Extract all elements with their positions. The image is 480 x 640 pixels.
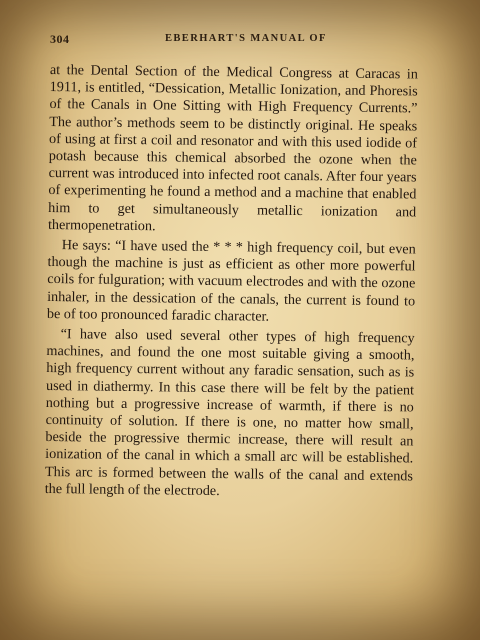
page-header (50, 32, 440, 52)
body-text (45, 62, 418, 503)
paragraph-quote-start: He says: “I have used the * * * high frequency coil, but even though the machine is just as efficient as other more powerful coils for fulguration; with vacuum electrodes and with the ozone inhaler, in the dessication of the canals, the current is found to be of too pronounced faradic character. (46, 237, 416, 325)
running-head: EBERHART'S MANUAL OF (165, 33, 327, 44)
page-number: 304 (50, 32, 70, 46)
paragraph-continuation: at the Dental Section of the Medical Congress at Caracas in 1911, is entitled, “Dessication, Metallic Ionization, and Phoresis of the Canals in One Sitting with High Frequency Currents.” The author’s methods seem to be distinctly original. He speaks of using at first a coil and resonator and with this used iodide of potash because this chemical absorbed the ozone when the current was introduced into infected root canals. After four years of experimenting he found a method and a machine that enabled him to get simultaneously metallic ionization and thermopenetration. (47, 62, 418, 235)
paragraph-quote-continued: “I have also used several other types of high frequency machines, and found the one most suitable giving a smooth, high frequency current without any faradic sensation, such as is used in diathermy. In this case there will be felt by the patient nothing but a progressive increase of warmth, if there is no continuity of solution. If there is one, no matter how small, beside the progressive thermic increase, there will result an ionization of the canal in which a small arc will be established. This arc is formed between the walls of the canal and extends the full length of the electrode. (44, 326, 415, 499)
